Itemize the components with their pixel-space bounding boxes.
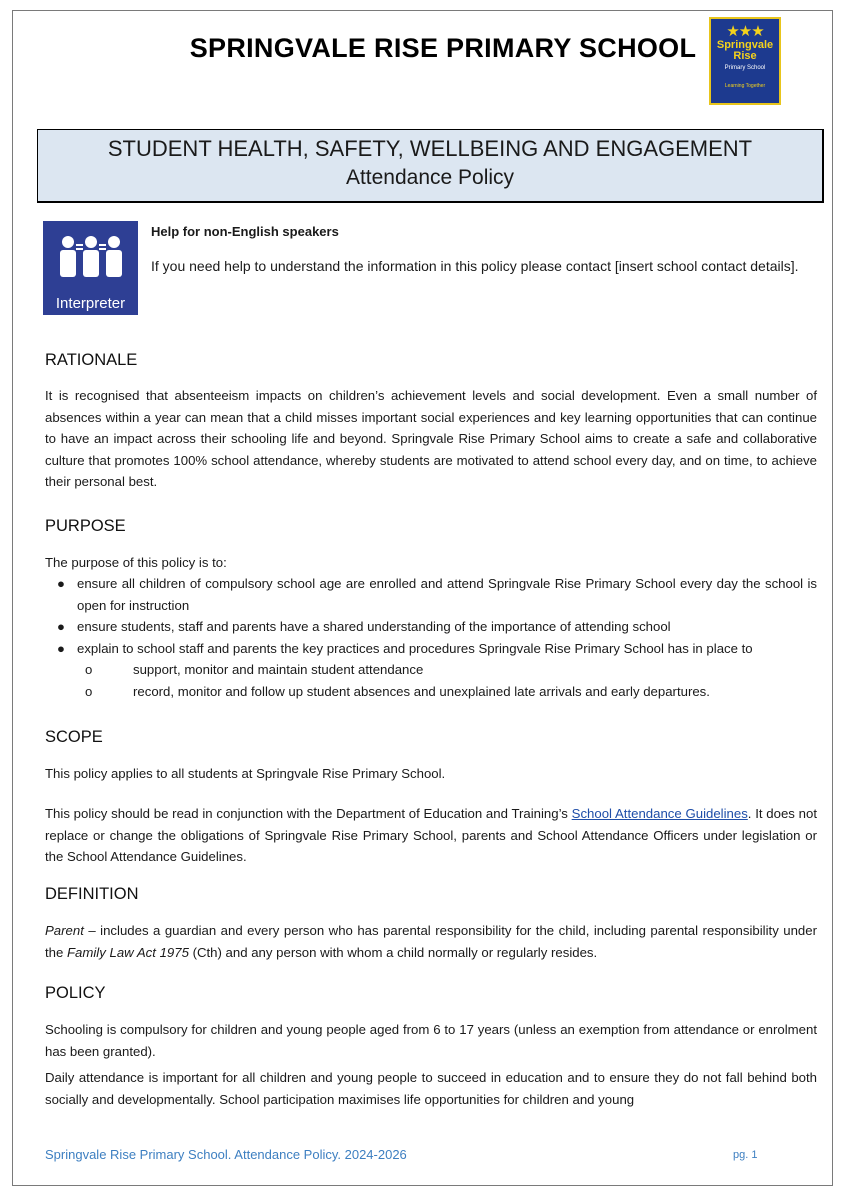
footer-text: Springvale Rise Primary School. Attendance Policy. 2024-2026 [45, 1147, 407, 1162]
definition-heading: DEFINITION [45, 885, 139, 903]
school-logo [709, 17, 781, 105]
sub-list-item: o support, monitor and maintain student attendance [85, 662, 424, 677]
rationale-heading: RATIONALE [45, 351, 138, 369]
logo-stars: ★★★ [726, 23, 764, 40]
banner-policy-title: Attendance Policy [345, 166, 515, 189]
logo-tagline: Learning Together [724, 83, 766, 89]
policy-banner [37, 129, 824, 203]
purpose-intro: The purpose of this policy is to: [45, 555, 227, 570]
document-page [12, 10, 833, 1186]
help-heading: Help for non-English speakers [151, 224, 339, 239]
interpreter-symbol [43, 221, 138, 315]
sub-list-item: o record, monitor and follow up student absences and unexplained late arrivals and early departures. [85, 683, 710, 699]
logo-line1: Springvale [716, 39, 774, 51]
help-text: If you need help to understand the information in this policy please contact [insert school contact details]. [151, 258, 799, 274]
interpreter-icon [57, 235, 125, 277]
school-attendance-guidelines-link[interactable]: School Attendance Guidelines [571, 806, 748, 821]
purpose-heading: PURPOSE [45, 517, 126, 535]
list-item: ● explain to school staff and parents the key practices and procedures Springvale Rise Primary School has in place to o support, monitor and maintain student attendance o record, monitor and follow up student absences and unexplained late arrivals and early departures. [55, 638, 817, 703]
policy-text-2: Daily attendance is important for all children and young people to succeed in education and to ensure they do not fall behind both socially and developmentally. School participation maximises life opportunities for children and young [45, 1070, 817, 1107]
page-number: pg. 1 [733, 1149, 758, 1161]
list-item: ● ensure students, staff and parents have a shared understanding of the importance of attending school [57, 619, 671, 634]
school-title: SPRINGVALE RISE PRIMARY SCHOOL [189, 33, 697, 63]
banner-category: STUDENT HEALTH, SAFETY, WELLBEING AND ENGAGEMENT [107, 136, 753, 161]
list-item: ● ensure all children of compulsory school age are enrolled and attend Springvale Rise Primary School every day the school is open for instruction [57, 576, 817, 613]
definition-text: Parent – includes a guardian and every person who has parental responsibility for the child, including parental responsibility under the Family Law Act 1975 (Cth) and any person with whom a child normally or regularly resides. [45, 923, 817, 960]
scope-heading: SCOPE [45, 728, 103, 746]
scope-text-1: This policy applies to all students at Springvale Rise Primary School. [45, 766, 446, 781]
logo-line3: Primary School [724, 65, 766, 71]
rationale-text: It is recognised that absenteeism impacts on children’s achievement levels and social development. Even a small number of absences within a year can mean that a child misses important social experiences and key learning opportunities that can continue to have an impact across their schooling life and beyond. Springvale Rise Primary School aims to create a safe and collaborative culture that promotes 100% school attendance, whereby students are motivated to attend school every day, and on time, to achieve their personal best. [45, 388, 817, 489]
purpose-list [55, 573, 817, 702]
scope-text-2: This policy should be read in conjunction with the Department of Education and Training’s School Attendance Guidelines. It does not replace or change the obligations of Springvale Rise Primary School, parents and School Attendance Officers under legislation or the School Attendance Guidelines. [45, 806, 817, 864]
purpose-sub-list [77, 659, 817, 702]
interpreter-label: Interpreter [55, 295, 126, 312]
logo-line2: Rise [733, 50, 757, 62]
policy-text-1: Schooling is compulsory for children and young people aged from 6 to 17 years (unless an exemption from attendance or enrolment has been granted). [45, 1022, 817, 1059]
policy-heading: POLICY [45, 984, 106, 1002]
